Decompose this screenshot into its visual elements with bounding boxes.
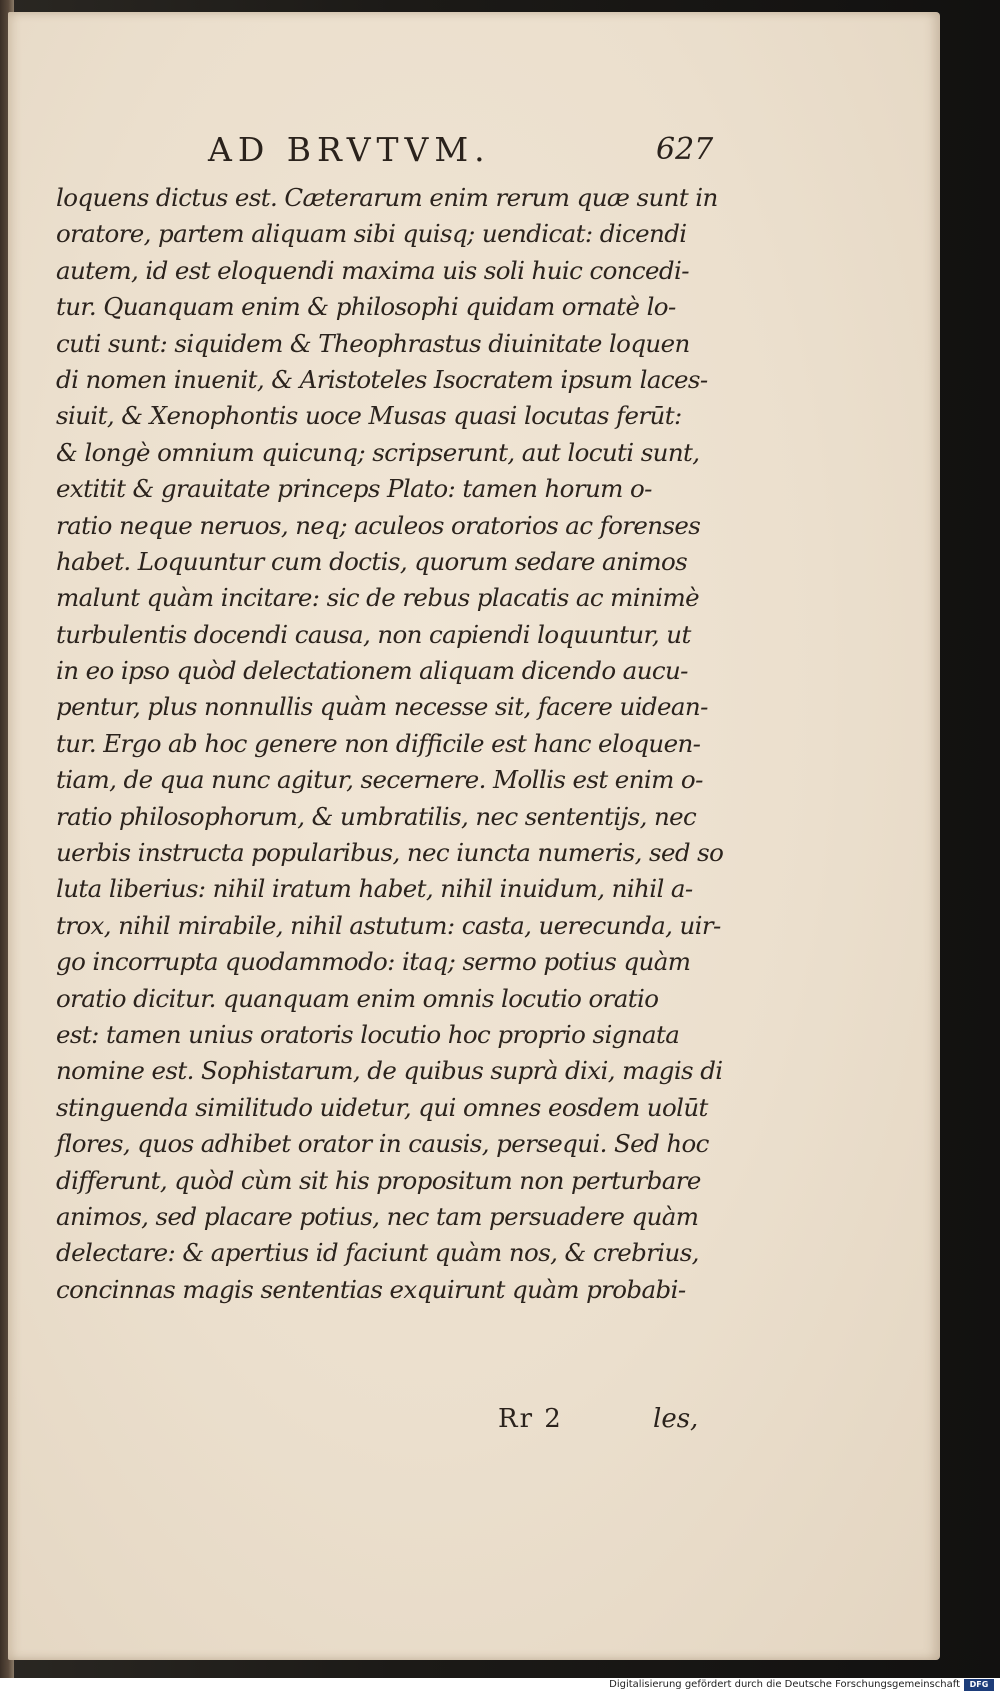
text-line: concinnas magis sententias exquirunt quàm probabi- (56, 1274, 686, 1304)
text-line: tiam, de qua nunc agitur, secernere. Mollis est enim o- (56, 765, 703, 795)
text-line: uerbis instructa popularibus, nec iuncta numeris, sed so (56, 838, 724, 868)
text-line: flores, quos adhibet orator in causis, persequi. Sed hoc (56, 1129, 709, 1159)
text-line: autem, id est eloquendi maxima uis soli huic concedi- (56, 255, 689, 285)
text-line: animos, sed placare potius, nec tam persuadere quàm (56, 1201, 699, 1231)
text-line: tur. Ergo ab hoc genere non difficile est hanc eloquen- (56, 728, 701, 758)
book-page (8, 12, 940, 1660)
signature-mark: Rr 2 (498, 1404, 563, 1434)
text-line: pentur, plus nonnullis quàm necesse sit, facere uidean- (56, 692, 708, 722)
catchword: les, (653, 1404, 699, 1434)
text-line: cuti sunt: siquidem & Theophrastus diuinitate loquen (56, 328, 690, 358)
text-line: trox, nihil mirabile, nihil astutum: casta, uerecunda, uir- (56, 910, 721, 940)
digitization-credit: Digitalisierung gefördert durch die Deutsche Forschungsgemeinschaft (609, 1679, 960, 1690)
text-line: di nomen inuenit, & Aristoteles Isocratem ipsum laces- (56, 364, 708, 394)
text-line: ratio philosophorum, & umbratilis, nec sententijs, nec (56, 801, 697, 831)
body-text (56, 180, 724, 1308)
text-line: siuit, & Xenophontis uoce Musas quasi locutas ferūt: (56, 401, 682, 431)
text-line: delectare: & apertius id faciunt quàm nos, & crebrius, (56, 1238, 699, 1268)
text-line: est: tamen unius oratoris locutio hoc proprio signata (56, 1019, 680, 1049)
text-line: & longè omnium quicunq; scripserunt, aut locuti sunt, (56, 437, 700, 467)
page-number: 627 (656, 132, 714, 167)
text-line: stinguenda similitudo uidetur, qui omnes eosdem uolūt (56, 1092, 708, 1122)
text-line: differunt, quòd cùm sit his propositum non perturbare (56, 1165, 701, 1195)
text-line: habet. Loquuntur cum doctis, quorum sedare animos (56, 546, 688, 576)
text-line: turbulentis docendi causa, non capiendi loquuntur, ut (56, 619, 691, 649)
text-line: oratore, partem aliquam sibi quisq; uendicat: dicendi (56, 219, 687, 249)
text-line: malunt quàm incitare: sic de rebus placatis ac minimè (56, 583, 699, 613)
running-head: AD BRVTVM. (208, 130, 491, 169)
text-line: extitit & grauitate princeps Plato: tamen horum o- (56, 474, 652, 504)
text-line: oratio dicitur. quanquam enim omnis locutio oratio (56, 983, 659, 1013)
text-line: ratio neque neruos, neq; aculeos oratorios ac forenses (56, 510, 701, 540)
dfg-logo: DFG (964, 1679, 994, 1691)
text-line: tur. Quanquam enim & philosophi quidam ornatè lo- (56, 292, 676, 322)
text-line: nomine est. Sophistarum, de quibus suprà dixi, magis di (56, 1056, 723, 1086)
text-line: go incorrupta quodammodo: itaq; sermo potius quàm (56, 947, 691, 977)
text-line: luta liberius: nihil iratum habet, nihil inuidum, nihil a- (56, 874, 693, 904)
text-line: loquens dictus est. Cæterarum enim rerum quæ sunt in (56, 183, 718, 212)
text-line: in eo ipso quòd delectationem aliquam dicendo aucu- (56, 656, 688, 686)
